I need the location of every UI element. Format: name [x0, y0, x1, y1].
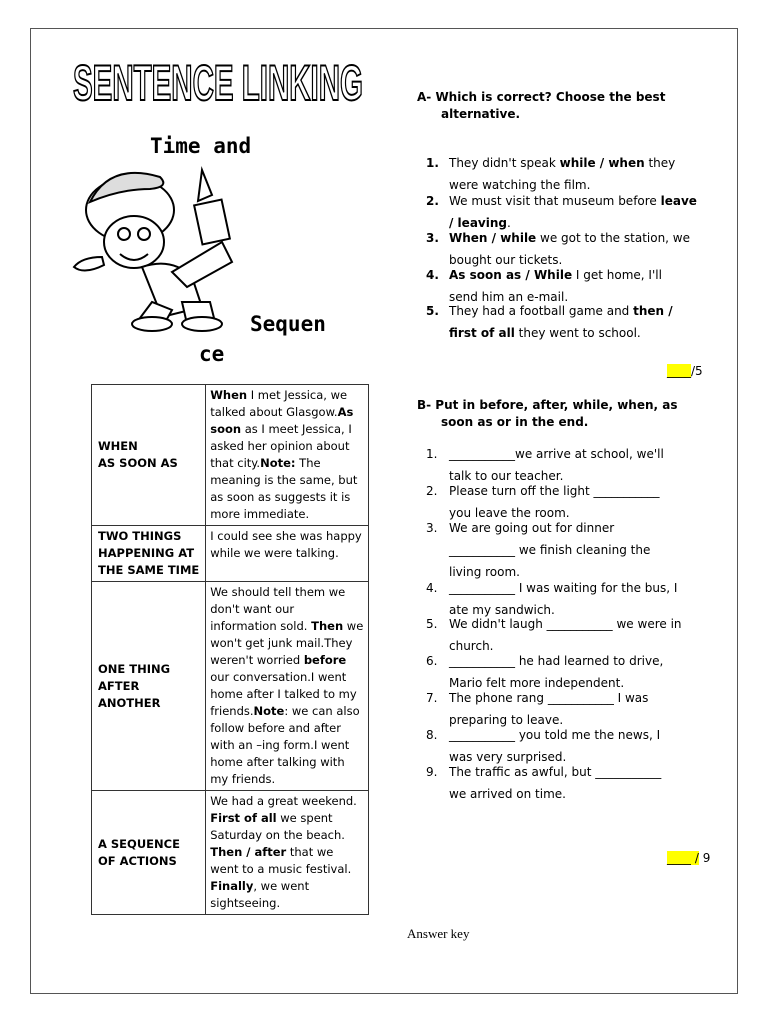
example-text: We should tell them we don't want our information sold.	[210, 585, 346, 633]
title-wordart	[68, 50, 368, 112]
example-text: we won't get junk mail.	[210, 619, 364, 650]
question-number: 4.	[426, 268, 439, 282]
question-option: When / while	[449, 231, 537, 245]
question-line: They didn't speak while / when they	[449, 156, 676, 170]
section-b-heading-line2: soon as or in the end.	[441, 415, 589, 429]
example-emphasis: Finally	[210, 879, 254, 893]
question-option: first of all	[449, 326, 515, 340]
question-number: 3.	[426, 521, 438, 535]
question-option: / leaving	[449, 216, 507, 230]
question-line: talk to our teacher.	[449, 469, 564, 483]
example-text: that we went to a music festival.	[210, 845, 352, 876]
question-number: 2.	[426, 484, 438, 498]
row-label: A SEQUENCE OF ACTIONS	[92, 791, 206, 915]
question-line: The traffic as awful, but ___________	[449, 765, 662, 779]
question-number: 1.	[426, 156, 439, 170]
example-text: as I meet Jessica, I asked her opinion about that city.	[210, 422, 352, 470]
row-example	[206, 385, 369, 526]
score-blank[interactable]: ____	[667, 364, 691, 378]
example-text: We had a great weekend.	[210, 794, 357, 808]
section-a-heading-line1: A- Which is correct? Choose the best	[417, 90, 666, 104]
score-blank[interactable]: ____	[667, 851, 691, 865]
row-label: ONE THING AFTER ANOTHER	[92, 582, 206, 791]
question-number: 6.	[426, 654, 438, 668]
question-line: church.	[449, 639, 494, 653]
question-number: 1.	[426, 447, 438, 461]
section-b-score	[667, 851, 710, 865]
section-a-heading-line2: alternative.	[441, 107, 521, 121]
answer-key-label: Answer key	[407, 926, 470, 941]
example-text: The meaning is the same, but as soon as suggests it is more immediate.	[210, 456, 358, 521]
question-option: As soon as / While	[449, 268, 573, 282]
question-line: The phone rang ___________ I was	[449, 691, 649, 705]
example-text: I could see she was happy while we were talking.	[210, 529, 362, 560]
question-line: ___________ he had learned to drive,	[449, 654, 664, 668]
row-label: WHEN AS SOON AS	[92, 385, 206, 526]
question-line: We must visit that museum before leave	[449, 194, 697, 208]
row-label: TWO THINGS HAPPENING AT THE SAME TIME	[92, 526, 206, 582]
question-number: 4.	[426, 581, 438, 595]
question-line: living room.	[449, 565, 520, 579]
question-line: preparing to leave.	[449, 713, 564, 727]
question-option: then /	[633, 304, 673, 318]
example-emphasis: before	[303, 653, 347, 667]
table-row	[92, 526, 369, 582]
question-item	[426, 517, 726, 583]
example-emphasis: As soon	[210, 405, 354, 436]
question-line: bought our tickets.	[449, 253, 563, 267]
question-line: ___________ we finish cleaning the	[449, 543, 651, 557]
subtitle-line1: Time and	[150, 134, 252, 158]
question-line: were watching the film.	[449, 178, 591, 192]
section-a-score	[667, 364, 703, 378]
question-line: Mario felt more independent.	[449, 676, 625, 690]
example-emphasis: First of all	[210, 811, 277, 825]
question-number: 5.	[426, 304, 439, 318]
score-total: /5	[691, 364, 703, 378]
score-total: 9	[702, 851, 711, 865]
row-example	[206, 526, 369, 582]
example-text: I went home after talking with my friends.	[210, 738, 350, 786]
question-number: 8.	[426, 728, 438, 742]
question-line: ate my sandwich.	[449, 603, 555, 617]
example-text: we spent Saturday on the beach.	[210, 811, 345, 842]
question-option: leave	[660, 194, 697, 208]
example-emphasis: When	[210, 388, 248, 402]
question-line: As soon as / While I get home, I'll	[449, 268, 662, 282]
subtitle-line3: ce	[199, 342, 225, 366]
example-emphasis: Note:	[260, 456, 296, 470]
page-title: SENTENCE LINKING	[72, 54, 363, 112]
section-b-heading-line1: B- Put in before, after, while, when, as	[417, 398, 678, 412]
example-text: , we went sightseeing.	[210, 879, 310, 910]
section-a-heading	[417, 89, 717, 123]
example-text: I went home after I talked to my friends.	[210, 670, 357, 718]
question-line: When / while we got to the station, we	[449, 231, 690, 245]
question-item	[426, 300, 726, 344]
question-line: We are going out for dinner	[449, 521, 615, 535]
table-row	[92, 385, 369, 526]
example-emphasis: Note	[253, 704, 285, 718]
question-line: first of all they went to school.	[449, 326, 641, 340]
question-line: send him an e-mail.	[449, 290, 569, 304]
question-line: We didn't laugh ___________ we were in	[449, 617, 682, 631]
cartoon-boy-illustration	[72, 162, 247, 332]
question-number: 2.	[426, 194, 439, 208]
question-line: ___________ I was waiting for the bus, I	[449, 581, 678, 595]
example-text: our conversation.	[210, 670, 311, 684]
question-line: we arrived on time.	[449, 787, 566, 801]
example-text: They weren't worried	[210, 636, 353, 667]
question-line: ___________we arrive at school, we'll	[449, 447, 664, 461]
example-emphasis: Then / after	[210, 845, 287, 859]
example-text: : we can also follow before and after with an –ing form.	[210, 704, 360, 752]
row-example	[206, 791, 369, 915]
question-line: Please turn off the light ___________	[449, 484, 660, 498]
section-b-heading	[417, 397, 717, 431]
question-line: ___________ you told me the news, I	[449, 728, 661, 742]
question-line: was very surprised.	[449, 750, 567, 764]
question-number: 9.	[426, 765, 438, 779]
example-emphasis: Then	[311, 619, 344, 633]
question-number: 3.	[426, 231, 439, 245]
subtitle-line2: Sequen	[250, 312, 326, 336]
table-row	[92, 791, 369, 915]
question-item	[426, 761, 726, 805]
example-text: I met Jessica, we talked about Glasgow.	[210, 388, 348, 419]
question-line: / leaving.	[449, 216, 511, 230]
question-number: 5.	[426, 617, 438, 631]
row-example	[206, 582, 369, 791]
question-line: They had a football game and then /	[449, 304, 673, 318]
question-option: while / when	[559, 156, 645, 170]
question-line: you leave the room.	[449, 506, 570, 520]
reference-table	[91, 384, 369, 915]
table-row	[92, 582, 369, 791]
score-separator: /	[691, 851, 699, 865]
question-number: 7.	[426, 691, 438, 705]
